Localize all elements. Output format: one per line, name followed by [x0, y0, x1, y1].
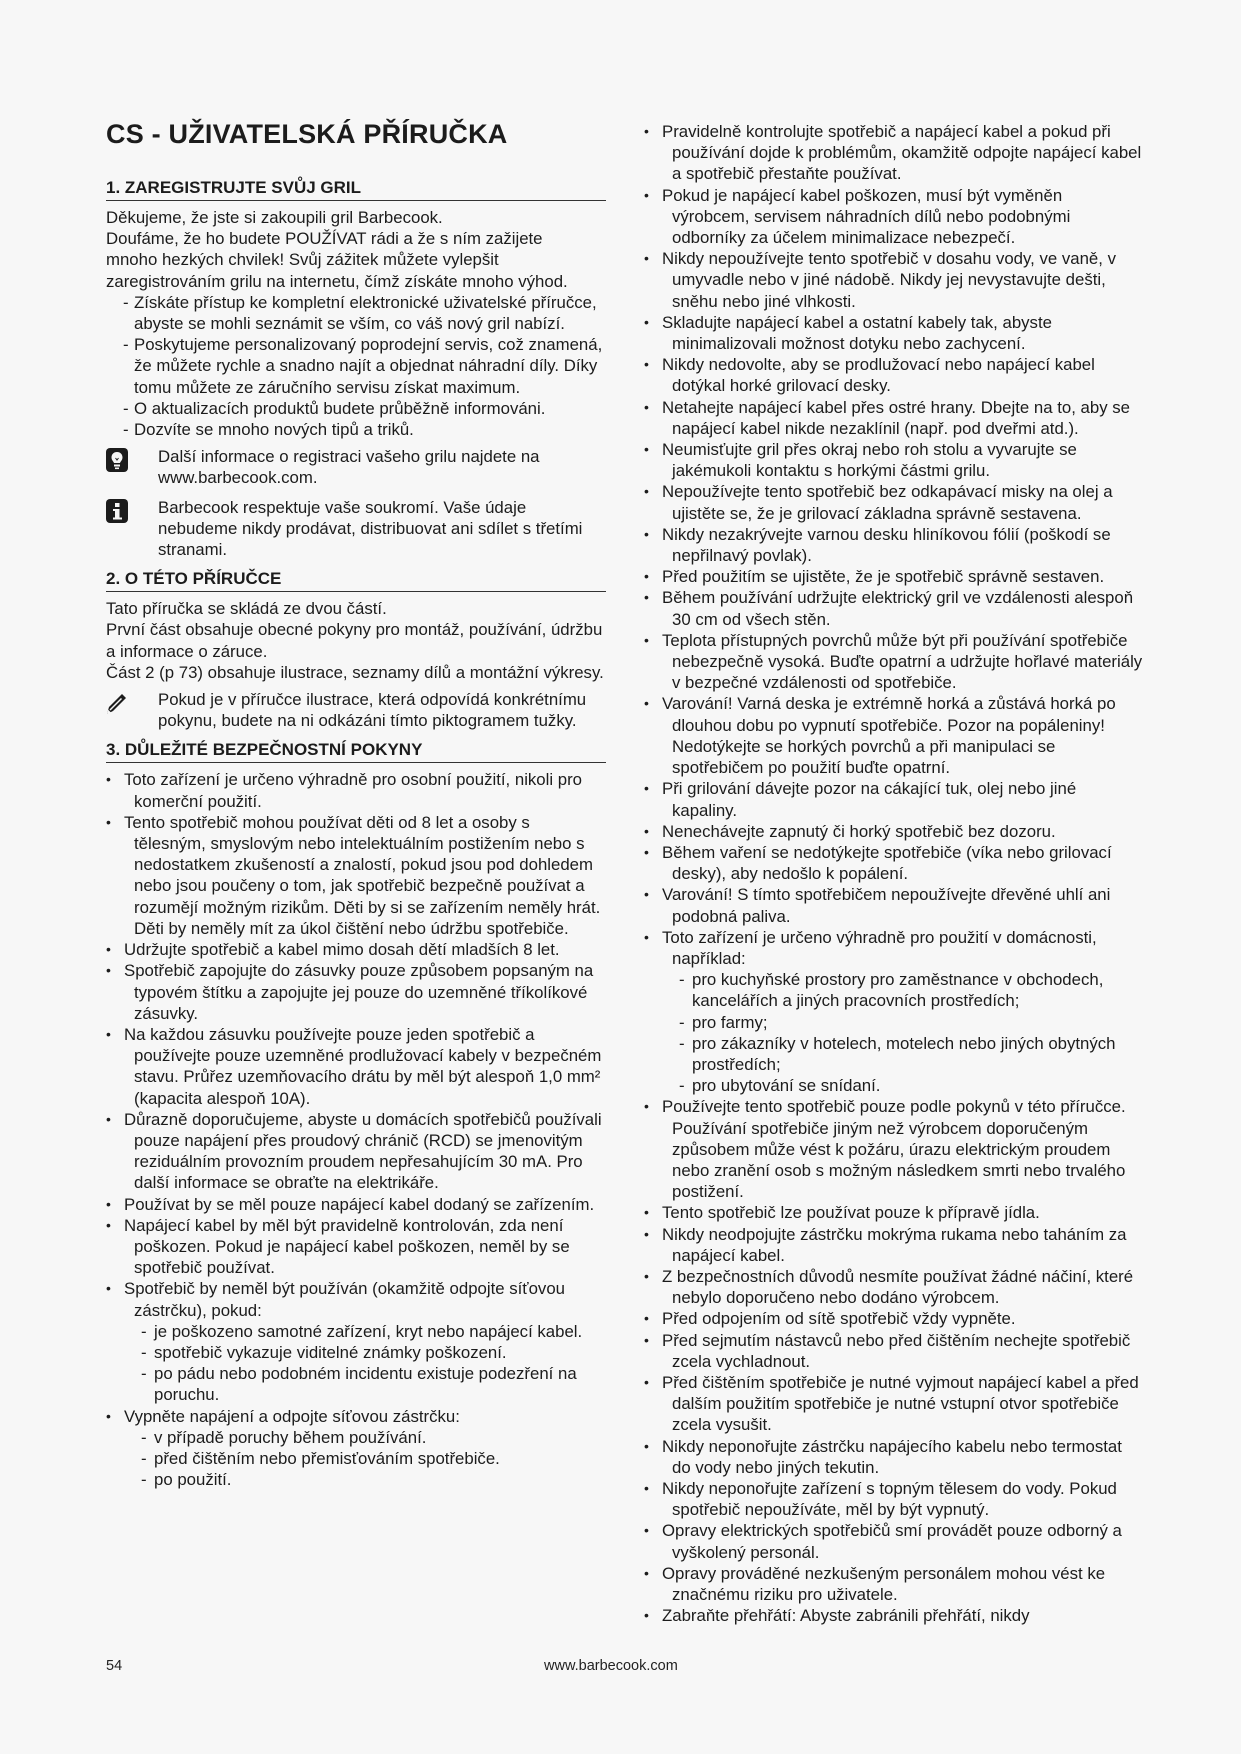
safety-item-text: • Tento spotřebič mohou používat děti od 8 let a osoby s tělesným, smyslovým nebo intelektuálním postižením nebo s nedostatkem zkušeností a znalostí, pokud jsou pod dohledem nebo jsou poučeny o tom, jak spotřebič bezpečně používat a rozumějí možným rizikům. Děti by si se zařízením neměly hrát. Děti by neměly mít za úkol čištění nebo údržbu spotřebiče. [124, 812, 601, 938]
safety-item-text: • Před odpojením od sítě spotřebič vždy vypněte. [662, 1309, 1016, 1329]
pencil-note [106, 689, 606, 731]
safety-item-text: • Nikdy nezakrývejte varnou desku hliníkovou fólií (poškodí se nepřilnavý povlak). [662, 524, 1111, 566]
safety-item [106, 812, 606, 939]
safety-item-text: • Opravy elektrických spotřebičů smí provádět pouze odborný a vyškolený personál. [662, 1521, 1122, 1562]
safety-item-text: • Opravy prováděné nezkušeným personálem mohou vést ke značnému riziku pro uživatele. [662, 1563, 1106, 1605]
safety-item [644, 524, 1144, 566]
safety-item [644, 312, 1144, 354]
safety-item [106, 1109, 606, 1194]
safety-item [644, 842, 1144, 884]
safety-item-text: • Používejte tento spotřebič pouze podle pokynů v této příručce. Používání spotřebiče jiným než výrobcem doporučeným způsobem může vést k požáru, úrazu elektrickým proudem nebo zranění osob s možným následkem smrti nebo trvalého postižení. [662, 1097, 1126, 1202]
safety-item [644, 1563, 1144, 1605]
section2-heading: 2. O TÉTO PŘÍRUČCE [106, 568, 606, 592]
intro-line: Děkujeme, že jste si zakoupili gril Barbecook. [106, 208, 443, 227]
safety-item-text: • Neumisťujte gril přes okraj nebo roh stolu a vyvarujte se jakémukoli kontaktu s horkými částmi grilu. [662, 440, 1077, 481]
safety-item [106, 769, 606, 811]
safety-subitem: - pro ubytování se snídaní. [679, 1076, 881, 1096]
safety-item [644, 1478, 1144, 1520]
benefit-item: - Poskytujeme personalizovaný poprodejní servis, což znamená, že můžete rychle a snadno najít a objednat náhradní díly. Díky tomu můžete ze záručního servisu získat maximum. [123, 335, 603, 397]
safety-item-text: • Používat by se měl pouze napájecí kabel dodaný se zařízením. [124, 1194, 595, 1214]
safety-item-text: • Toto zařízení je určeno výhradně pro osobní použití, nikoli pro komerční použití. [124, 770, 583, 811]
safety-item [644, 821, 1144, 842]
benefit-item: - Získáte přístup ke kompletní elektronické uživatelské příručce, abyste se mohli seznámit se vším, co váš nový gril nabízí. [123, 292, 597, 334]
safety-subitem-text: v případě poruchy během používání. [154, 1427, 427, 1447]
safety-subitem: - před čištěním nebo přemisťováním spotřebiče. [141, 1448, 500, 1468]
safety-item-text: • Nikdy nedovolte, aby se prodlužovací nebo napájecí kabel dotýkal horké grilovací desky. [662, 355, 1095, 396]
safety-item [644, 630, 1144, 694]
safety-list-right [644, 121, 1144, 1626]
safety-item [644, 587, 1144, 629]
safety-item [644, 439, 1144, 481]
safety-item-text: • Skladujte napájecí kabel a ostatní kabely tak, abyste minimalizovali možnost dotyku nebo zachycení. [662, 312, 1052, 354]
safety-item [644, 397, 1144, 439]
safety-list-left [106, 769, 606, 1490]
benefit-item: - Dozvíte se mnoho nových tipů a triků. [123, 420, 414, 440]
info-note-text: Barbecook respektuje vaše soukromí. Vaše údaje nebudeme nikdy prodávat, distribuovat ani sdílet s třetími stranami. [158, 497, 583, 560]
intro-line: Doufáme, že ho budete POUŽÍVAT rádi a že s ním zažijete [106, 229, 543, 249]
left-column [106, 118, 606, 1490]
safety-item-text: • Během vaření se nedotýkejte spotřebiče (víka nebo grilovací desky), aby nedošlo k popálení. [662, 842, 1112, 884]
safety-item [644, 1096, 1144, 1202]
safety-item [644, 884, 1144, 926]
safety-item-text: • Pravidelně kontrolujte spotřebič a napájecí kabel a pokud při používání dojde k problémům, okamžitě odpojte napájecí kabel a spotřebič přestaňte používat. [662, 122, 1142, 184]
section1-intro [106, 207, 606, 440]
safety-item-text: • Před použitím se ujistěte, že je spotřebič správně sestaven. [662, 567, 1105, 587]
safety-item-text: • Udržujte spotřebič a kabel mimo dosah dětí mladších 8 let. [124, 940, 560, 960]
safety-item-text: • Tento spotřebič lze používat pouze k přípravě jídla. [662, 1203, 1040, 1223]
safety-item-text: • Teplota přístupných povrchů může být při používání spotřebiče nebezpečně vysoká. Buďte opatrní a udržujte hořlavé materiály v bezpečné vzdálenosti od spotřebiče. [662, 630, 1143, 693]
section2-line: Tato příručka se skládá ze dvou částí. [106, 599, 387, 619]
safety-item [106, 1278, 606, 1405]
safety-item [106, 1215, 606, 1279]
safety-item [106, 939, 606, 960]
safety-item [644, 1605, 1144, 1626]
benefit-text: Poskytujeme personalizovaný poprodejní servis, což znamená, že můžete rychle a snadno najít a objednat náhradní díly. Díky tomu můžete ze záručního servisu získat maximum. [134, 335, 603, 397]
safety-item [644, 693, 1144, 778]
safety-item [644, 927, 1144, 1097]
safety-item-text: • Nepoužívejte tento spotřebič bez odkapávací misky na olej a ujistěte se, že je grilovací základna správně sestavena. [662, 482, 1113, 523]
section2-body [106, 598, 606, 683]
safety-item-text: • Důrazně doporučujeme, abyste u domácích spotřebičů používali pouze napájení přes proudový chránič (RCD) se jmenovitým reziduálním provozním proudem nepřesahujícím 30 mA. Pro další informace se obraťte na elektrikáře. [124, 1109, 602, 1193]
safety-subitem-text: je poškozeno samotné zařízení, kryt nebo napájecí kabel. [154, 1321, 583, 1341]
page-title: CS - UŽIVATELSKÁ PŘÍRUČKA [106, 119, 508, 149]
safety-item-text: • Zabraňte přehřátí: Abyste zabránili přehřátí, nikdy [662, 1606, 1030, 1626]
safety-item [644, 1224, 1144, 1266]
benefit-item: - O aktualizacích produktů budete průběžně informováni. [123, 398, 546, 418]
safety-item [644, 481, 1144, 523]
safety-item [106, 960, 606, 1024]
safety-item [644, 248, 1144, 312]
safety-item-text: • Nikdy neponořujte zařízení s topným tělesem do vody. Pokud spotřebič nepoužíváte, měl by být vypnutý. [662, 1479, 1117, 1520]
safety-subitem: - v případě poruchy během používání. [141, 1427, 427, 1447]
footer-url: www.barbecook.com [544, 1658, 678, 1674]
safety-item-text: • Při grilování dávejte pozor na cákající tuk, olej nebo jiné kapaliny. [662, 779, 1077, 820]
safety-item [644, 1330, 1144, 1372]
pencil-icon [106, 691, 128, 715]
right-column [644, 121, 1144, 1626]
safety-subitem: - spotřebič vykazuje viditelné známky poškození. [141, 1342, 507, 1362]
safety-item-text: • Netahejte napájecí kabel přes ostré hrany. Dbejte na to, aby se napájecí kabel nikde nezaklínil (např. pod dveřmi atd.). [662, 397, 1130, 438]
tip-note [106, 446, 606, 488]
safety-subitem: - pro farmy; [679, 1012, 768, 1032]
safety-subitem: - pro zákazníky v hotelech, motelech nebo jiných obytných prostředích; [679, 1033, 1116, 1074]
safety-sublist [662, 969, 1144, 1096]
section3-heading: 3. DŮLEŽITÉ BEZPEČNOSTNÍ POKYNY [106, 739, 606, 763]
safety-item-text: • Toto zařízení je určeno výhradně pro použití v domácnosti, například: [662, 927, 1097, 968]
section2-line: Část 2 (p 73) obsahuje ilustrace, seznamy dílů a montážní výkresy. [106, 662, 604, 682]
section1-heading: 1. ZAREGISTRUJTE SVŮJ GRIL [106, 177, 606, 201]
safety-subitem: - pro kuchyňské prostory pro zaměstnance v obchodech, kancelářích a jiných pracovních prostředích; [679, 970, 1104, 1011]
safety-subitem-text: pro farmy; [692, 1012, 768, 1032]
intro-line: mnoho hezkých chvilek! Svůj zážitek můžete vylepšit [106, 250, 499, 270]
pencil-note-text: Pokud je v příručce ilustrace, která odpovídá konkrétnímu pokynu, budete na ni odkázáni tímto piktogramem tužky. [158, 690, 587, 731]
safety-item [644, 354, 1144, 396]
safety-item-text: • Varování! S tímto spotřebičem nepoužívejte dřevěné uhlí ani podobná paliva. [662, 885, 1111, 926]
safety-item [644, 778, 1144, 820]
safety-item-text: • Před čištěním spotřebiče je nutné vyjmout napájecí kabel a před dalším použitím spotřebiče je nutné vstupní otvor spotřebiče zcela vysušit. [662, 1372, 1139, 1435]
safety-item [644, 1202, 1144, 1223]
safety-item [644, 185, 1144, 249]
tip-note-text: Další informace o registraci vašeho grilu najdete na www.barbecook.com. [158, 447, 540, 488]
benefit-text: O aktualizacích produktů budete průběžně informováni. [134, 398, 546, 418]
safety-item-text: • Spotřebič by neměl být používán (okamžitě odpojte síťovou zástrčku), pokud: [124, 1279, 565, 1320]
safety-item-text: • Během používání udržujte elektrický gril ve vzdálenosti alespoň 30 cm od všech stěn. [662, 588, 1134, 629]
safety-subitem-text: po použití. [154, 1470, 232, 1490]
safety-subitem: - je poškozeno samotné zařízení, kryt nebo napájecí kabel. [141, 1321, 583, 1341]
safety-item-text: • Na každou zásuvku používejte pouze jeden spotřebič a používejte pouze uzemněné prodlužovací kabely v bezpečném stavu. Průřez uzemňovacího drátu by měl být alespoň 1,0 mm² (kapacita alespoň 10A). [124, 1024, 602, 1108]
safety-item [106, 1406, 606, 1491]
safety-sublist [124, 1427, 606, 1491]
section2-line: První část obsahuje obecné pokyny pro montáž, používání, údržbu a informace o záruce. [106, 620, 603, 661]
safety-item-text: • Nikdy neodpojujte zástrčku mokrýma rukama nebo taháním za napájecí kabel. [662, 1224, 1127, 1265]
safety-item [644, 566, 1144, 587]
safety-item [644, 1520, 1144, 1562]
safety-subitem-text: pro ubytování se snídaní. [692, 1076, 881, 1096]
intro-line: zaregistrováním grilu na internetu, čímž získáte mnoho výhod. [106, 271, 568, 291]
safety-item [644, 121, 1144, 185]
lightbulb-icon [106, 448, 128, 472]
safety-item [644, 1266, 1144, 1308]
safety-item-text: • Spotřebič zapojujte do zásuvky pouze způsobem popsaným na typovém štítku a zapojujte jej pouze do uzemněné tříkolíkové zásuvky. [124, 961, 594, 1023]
safety-item-text: • Nenechávejte zapnutý či horký spotřebič bez dozoru. [662, 821, 1056, 841]
safety-item-text: • Z bezpečnostních důvodů nesmíte používat žádné náčiní, které nebylo doporučeno nebo dodáno výrobcem. [662, 1266, 1134, 1308]
safety-item [644, 1308, 1144, 1329]
safety-item-text: • Před sejmutím nástavců nebo před čištěním nechejte spotřebič zcela vychladnout. [662, 1330, 1131, 1371]
safety-item-text: • Napájecí kabel by měl být pravidelně kontrolován, zda není poškozen. Pokud je napájecí kabel poškozen, neměl by se spotřebič používat. [124, 1215, 570, 1278]
safety-subitem-text: pro kuchyňské prostory pro zaměstnance v obchodech, kancelářích a jiných pracovních prostředích; [692, 970, 1104, 1011]
safety-item-text: • Nikdy nepoužívejte tento spotřebič v dosahu vody, ve vaně, v umyvadle nebo v jiné nádobě. Nikdy jej nevystavujte dešti, sněhu nebo jiné vlhkosti. [662, 249, 1116, 311]
safety-item [106, 1024, 606, 1109]
benefit-text: Dozvíte se mnoho nových tipů a triků. [134, 420, 414, 440]
safety-subitem-text: pro zákazníky v hotelech, motelech nebo jiných obytných prostředích; [692, 1033, 1116, 1074]
safety-subitem-text: před čištěním nebo přemisťováním spotřebiče. [154, 1448, 500, 1468]
safety-item [106, 1194, 606, 1215]
safety-item-text: • Pokud je napájecí kabel poškozen, musí být vyměněn výrobcem, servisem náhradních dílů nebo podobnými odborníky za účelem minimalizace nebezpečí. [662, 185, 1071, 248]
safety-item-text: • Varování! Varná deska je extrémně horká a zůstává horká po dlouhou dobu po vypnutí spotřebiče. Pozor na popáleniny! Nedotýkejte se horkých povrchů a při manipulaci se spotřebičem po použití buďte opatrní. [662, 694, 1116, 778]
safety-subitem-text: po pádu nebo podobném incidentu existuje podezření na poruchu. [154, 1364, 577, 1405]
safety-item-text: • Vypněte napájení a odpojte síťovou zástrčku: [124, 1406, 460, 1426]
info-icon [106, 499, 128, 523]
safety-sublist [124, 1321, 606, 1406]
info-note [106, 497, 606, 561]
safety-item [644, 1372, 1144, 1436]
safety-subitem: - po pádu nebo podobném incidentu existuje podezření na poruchu. [141, 1364, 577, 1405]
page-number: 54 [106, 1658, 123, 1674]
safety-item-text: • Nikdy neponořujte zástrčku napájecího kabelu nebo termostat do vody nebo jiných tekutin. [662, 1436, 1122, 1477]
safety-subitem: - po použití. [141, 1470, 232, 1490]
benefit-text: Získáte přístup ke kompletní elektronické uživatelské příručce, abyste se mohli seznámit se vším, co váš nový gril nabízí. [134, 292, 597, 334]
safety-subitem-text: spotřebič vykazuje viditelné známky poškození. [154, 1342, 507, 1362]
safety-item [644, 1436, 1144, 1478]
